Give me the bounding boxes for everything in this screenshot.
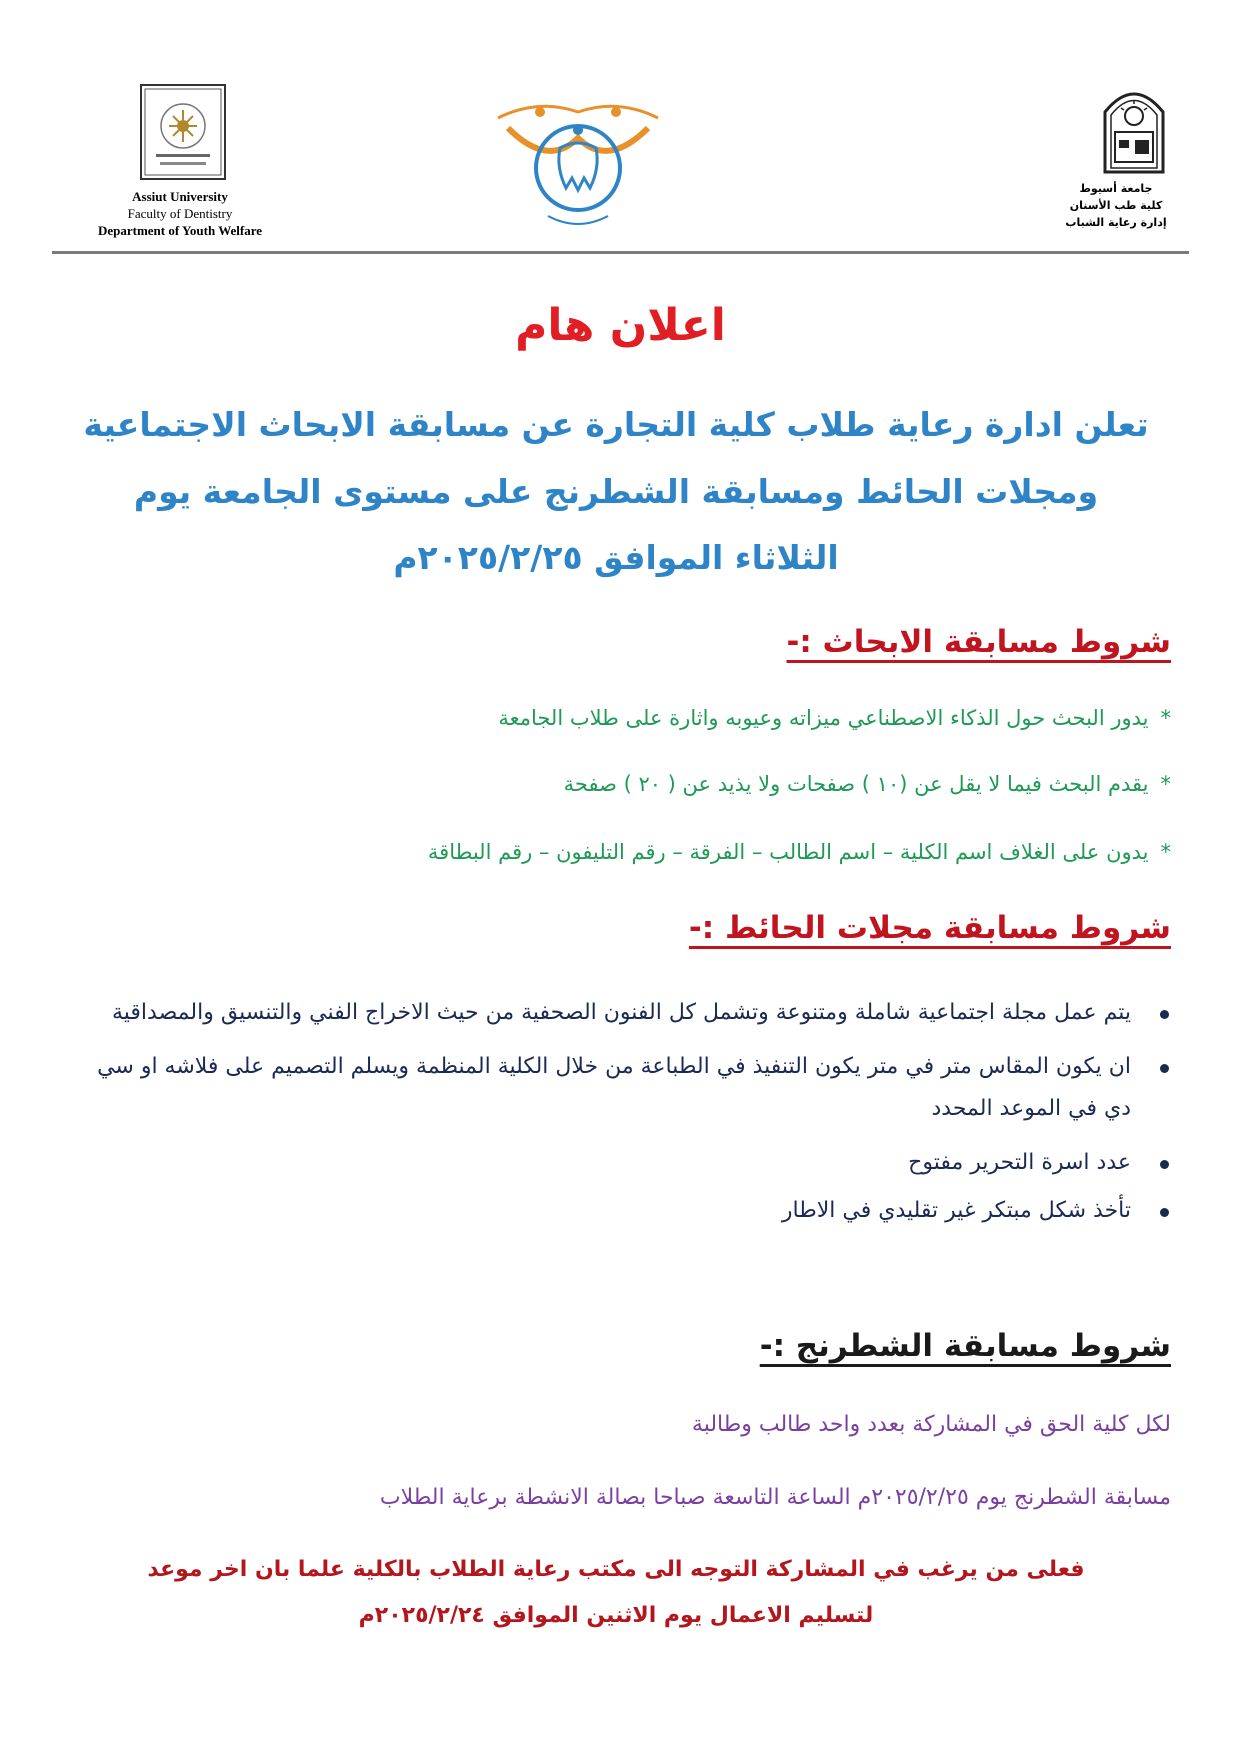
- bullet-dot: [1160, 1064, 1169, 1073]
- bullet-star: *: [1160, 840, 1171, 864]
- wall-item-4: [81, 1190, 1171, 1232]
- english-header-block: [60, 188, 300, 239]
- intro-line-3: الثلاثاء الموافق ٢٠٢٥/٢/٢٥م: [393, 538, 839, 577]
- bullet-star: *: [1160, 772, 1171, 796]
- intro-line-1: تعلن ادارة رعاية طلاب كلية التجارة عن مسابقة الابحاث الاجتماعية: [83, 405, 1149, 444]
- bullet-dot: [1160, 1208, 1169, 1217]
- wall-list: [81, 992, 1171, 1232]
- english-faculty-name: Faculty of Dentistry: [127, 206, 233, 221]
- bullet-star: *: [1160, 706, 1171, 730]
- university-logo: [1099, 82, 1169, 178]
- wall-item-1-text: يتم عمل مجلة اجتماعية شاملة ومتنوعة وتشمل كل الفنون الصحفية من حيث الاخراج الفني والتنسيق والمصداقية: [111, 1000, 1131, 1025]
- arabic-faculty-name: كلية طب الأسنان: [1069, 199, 1163, 212]
- research-item-3: [71, 840, 1171, 864]
- wall-item-3-text: عدد اسرة التحرير مفتوح: [908, 1150, 1131, 1175]
- wall-item-1: [81, 992, 1171, 1034]
- english-university-name: Assiut University: [132, 189, 228, 204]
- bullet-dot: [1160, 1160, 1169, 1169]
- faculty-logo: [140, 84, 226, 180]
- research-item-2: [71, 772, 1171, 796]
- arabic-department-name: إدارة رعاية الشباب: [1065, 216, 1167, 229]
- final-note-line-1: فعلى من يرغب في المشاركة التوجه الى مكتب رعاية الطلاب بالكلية علما بان اخر موعد: [147, 1557, 1085, 1582]
- research-item-3-text: يدون على الغلاف اسم الكلية – اسم الطالب – الفرقة – رقم التليفون – رقم البطاقة: [427, 840, 1149, 864]
- intro-line-2: ومجلات الحائط ومسابقة الشطرنج على مستوى الجامعة يوم: [133, 472, 1099, 511]
- header-divider: [52, 251, 1189, 254]
- research-item-1-text: يدور البحث حول الذكاء الاصطناعي ميزاته وعيوبه واثارة على طلاب الجامعة: [498, 706, 1149, 730]
- arabic-university-name: جامعة أسيوط: [1079, 182, 1153, 195]
- wall-item-2: [81, 1046, 1171, 1130]
- wall-item-4-text: تأخذ شكل مبتكر غير تقليدي في الاطار: [781, 1198, 1131, 1223]
- arabic-header-block: [1031, 180, 1201, 231]
- chess-line-1: لكل كلية الحق في المشاركة بعدد واحد طالب وطالبة: [691, 1412, 1171, 1437]
- research-heading: شروط مسابقة الابحاث :-: [786, 624, 1171, 660]
- wall-item-2-text: ان يكون المقاس متر في متر يكون التنفيذ في الطباعة من خلال الكلية المنظمة ويسلم التصميم على فلاشه او سي دي في الموعد المحدد: [97, 1054, 1131, 1121]
- bullet-dot: [1160, 1010, 1169, 1019]
- chess-heading: شروط مسابقة الشطرنج :-: [759, 1328, 1171, 1364]
- announcement-title: اعلان هام: [515, 300, 726, 351]
- wall-heading: شروط مسابقة مجلات الحائط :-: [688, 910, 1171, 946]
- research-item-2-text: يقدم البحث فيما لا يقل عن (١٠ ) صفحات ولا يذيد عن ( ٢٠ ) صفحة: [563, 772, 1149, 796]
- final-note-line-2: لتسليم الاعمال يوم الاثنين الموافق ٢٠٢٥/٢/٢٤م: [358, 1603, 874, 1628]
- chess-line-2: مسابقة الشطرنج يوم ٢٠٢٥/٢/٢٥م الساعة التاسعة صباحا بصالة الانشطة برعاية الطلاب: [379, 1485, 1171, 1510]
- youth-welfare-logo: [478, 98, 678, 238]
- english-department-name: Department of Youth Welfare: [97, 223, 263, 238]
- research-item-1: [71, 706, 1171, 730]
- wall-item-3: [81, 1142, 1171, 1184]
